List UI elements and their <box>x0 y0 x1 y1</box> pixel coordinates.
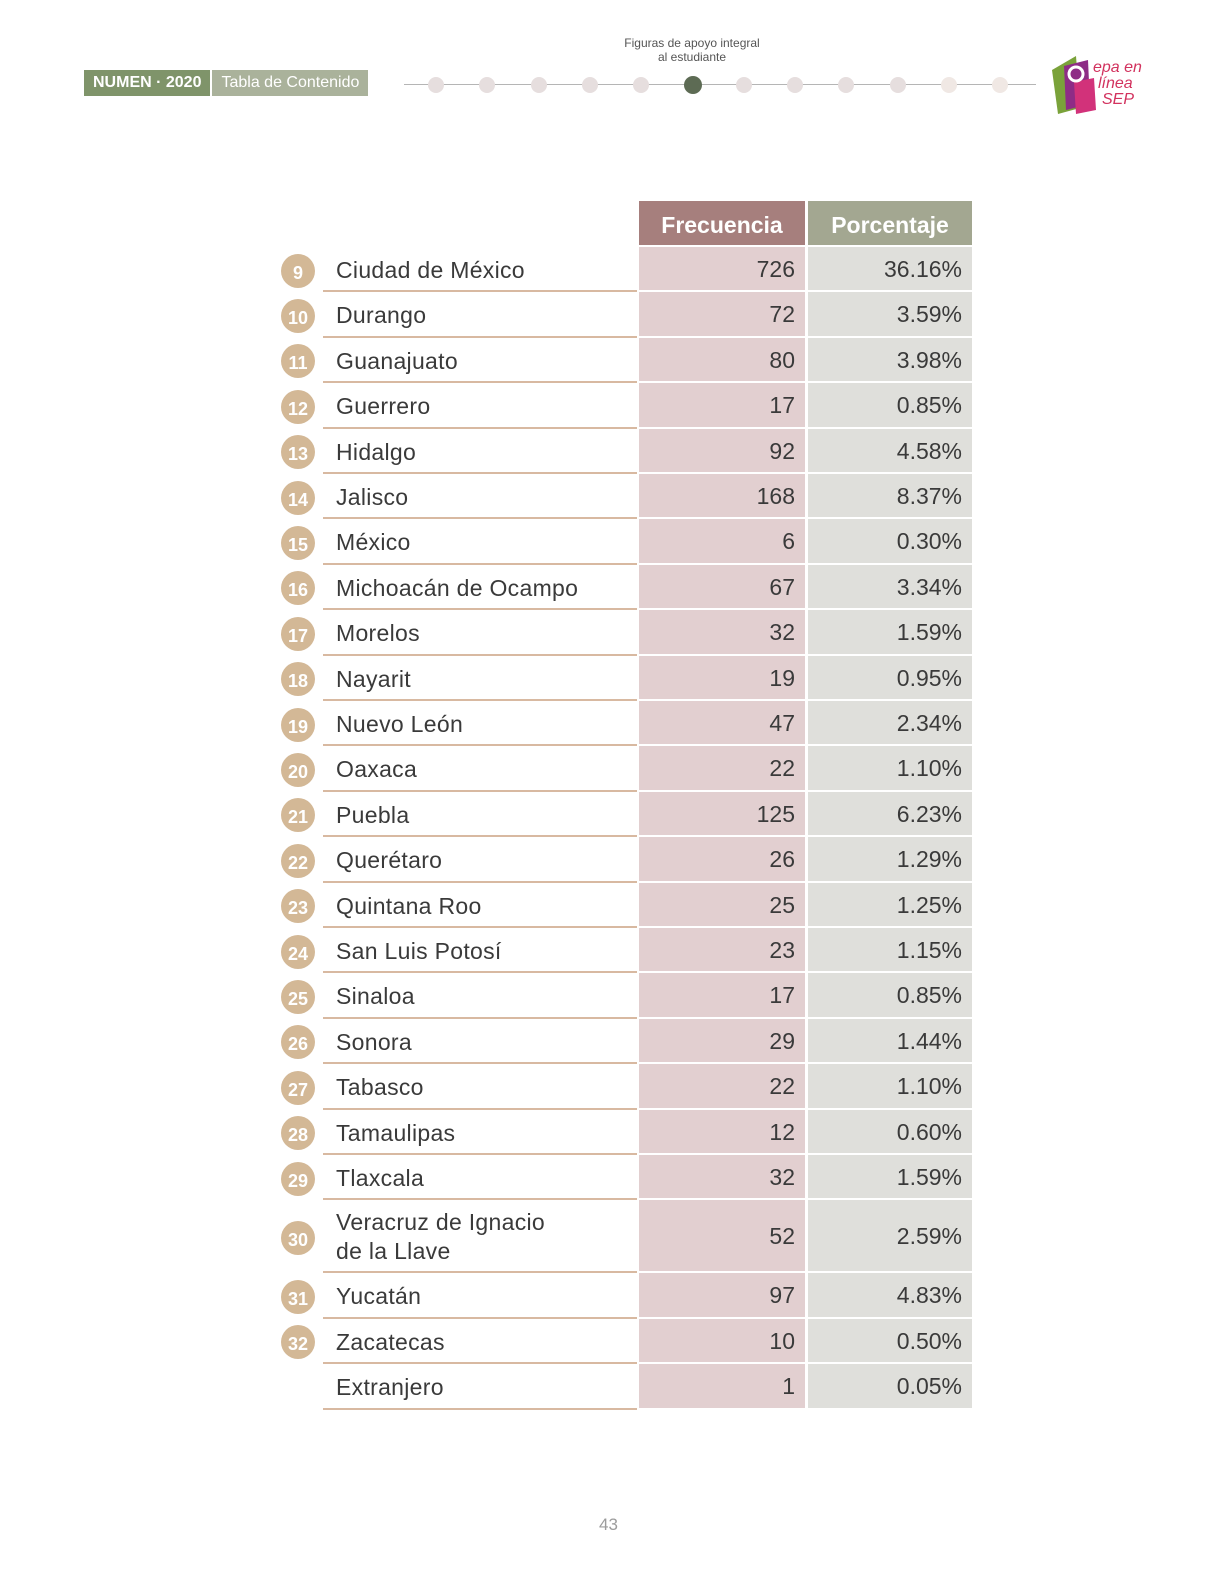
table-row <box>0 746 1224 791</box>
progress-dot[interactable] <box>787 77 803 93</box>
percentage-cell: 0.95% <box>808 656 972 699</box>
table-row <box>0 1319 1224 1364</box>
percentage-cell: 4.83% <box>808 1273 972 1316</box>
table-row <box>0 837 1224 882</box>
percentage-cell: 0.85% <box>808 383 972 426</box>
state-name-line: Guerrero <box>336 393 431 420</box>
progress-dot[interactable] <box>582 77 598 93</box>
frequency-cell: 47 <box>639 701 805 744</box>
row-number-badge: 32 <box>281 1325 315 1359</box>
progress-dot[interactable] <box>992 77 1008 93</box>
percentage-cell: 2.59% <box>808 1200 972 1271</box>
state-name-line: Oaxaca <box>336 756 418 783</box>
state-name-line: Guanajuato <box>336 347 458 374</box>
table-row <box>0 1364 1224 1409</box>
row-number-badge: 10 <box>281 299 315 333</box>
frequency-cell: 32 <box>639 1155 805 1198</box>
section-caption <box>592 36 792 64</box>
frequency-cell: 168 <box>639 474 805 517</box>
row-number-badge: 11 <box>281 344 315 378</box>
frequency-cell: 26 <box>639 837 805 880</box>
progress-dot[interactable] <box>531 77 547 93</box>
state-name-line: Hidalgo <box>336 438 417 465</box>
percentage-cell: 1.44% <box>808 1019 972 1062</box>
state-name-line: Tabasco <box>336 1074 424 1101</box>
table-row <box>0 973 1224 1018</box>
table-row <box>0 383 1224 428</box>
state-name-line: San Luis Potosí <box>336 938 502 964</box>
svg-text:epa en: epa en <box>1093 59 1142 76</box>
state-name-line: Morelos <box>336 620 420 647</box>
table-row <box>0 565 1224 610</box>
table-row <box>0 1110 1224 1155</box>
state-name <box>336 528 636 557</box>
percentage-cell: 3.98% <box>808 338 972 381</box>
state-name <box>336 846 636 875</box>
table-row <box>0 701 1224 746</box>
frequency-cell: 72 <box>639 292 805 335</box>
state-name <box>336 347 636 376</box>
state-name <box>336 301 636 330</box>
state-name-line: México <box>336 529 411 556</box>
page-number: 43 <box>599 1515 618 1534</box>
state-name <box>336 483 636 512</box>
row-number-badge: 22 <box>281 844 315 878</box>
progress-dot[interactable] <box>736 77 752 93</box>
state-name-line: Ciudad de México <box>336 257 525 283</box>
svg-text:SEP: SEP <box>1102 91 1135 108</box>
state-name <box>336 801 636 830</box>
percentage-cell: 6.23% <box>808 792 972 835</box>
frequency-cell: 125 <box>639 792 805 835</box>
row-number-badge: 28 <box>281 1116 315 1150</box>
percentage-cell: 1.25% <box>808 883 972 926</box>
column-header-frequency: Frecuencia <box>639 201 805 245</box>
row-number-badge: 23 <box>281 889 315 923</box>
state-name-line: Veracruz de Ignacio <box>336 1209 545 1236</box>
row-number-badge: 18 <box>281 662 315 696</box>
table-row <box>0 792 1224 837</box>
row-number-badge: 17 <box>281 617 315 651</box>
progress-dot[interactable] <box>838 77 854 93</box>
state-name <box>336 256 636 285</box>
section-caption-line2: al estudiante <box>657 50 727 64</box>
frequency-cell: 67 <box>639 565 805 608</box>
state-name <box>336 1328 636 1357</box>
state-name-line: Extranjero <box>336 1374 444 1401</box>
row-number-badge: 24 <box>281 935 315 969</box>
percentage-cell: 36.16% <box>808 247 972 290</box>
state-name <box>336 1164 636 1193</box>
state-name <box>336 1028 636 1057</box>
frequency-cell: 10 <box>639 1319 805 1362</box>
row-number-badge: 27 <box>281 1071 315 1105</box>
frequency-cell: 17 <box>639 973 805 1016</box>
frequency-cell: 80 <box>639 338 805 381</box>
row-number-badge: 30 <box>281 1221 315 1255</box>
frequency-cell: 25 <box>639 883 805 926</box>
column-header-percentage: Porcentaje <box>808 201 972 245</box>
table-row <box>0 519 1224 564</box>
state-name <box>336 710 636 739</box>
percentage-cell: 2.34% <box>808 701 972 744</box>
state-name-line: Sinaloa <box>336 983 415 1010</box>
table-row <box>0 1019 1224 1064</box>
percentage-cell: 1.29% <box>808 837 972 880</box>
table-row <box>0 656 1224 701</box>
state-name-line: Tlaxcala <box>336 1165 425 1191</box>
percentage-cell: 1.10% <box>808 746 972 789</box>
state-name-line: Quintana Roo <box>336 892 482 919</box>
table-row <box>0 1064 1224 1109</box>
state-name <box>336 937 636 966</box>
percentage-cell: 1.59% <box>808 610 972 653</box>
header-badge <box>84 70 368 96</box>
row-number-badge: 20 <box>281 753 315 787</box>
state-name <box>336 982 636 1011</box>
svg-text:línea: línea <box>1098 75 1133 92</box>
percentage-cell: 3.59% <box>808 292 972 335</box>
table-row <box>0 292 1224 337</box>
state-name-line: Tamaulipas <box>336 1119 456 1146</box>
row-number-badge: 14 <box>281 481 315 515</box>
table-row <box>0 1200 1224 1273</box>
state-name-line: Jalisco <box>336 484 409 510</box>
row-number-badge: 31 <box>281 1280 315 1314</box>
frequency-cell: 1 <box>639 1364 805 1407</box>
table-row <box>0 247 1224 292</box>
percentage-cell: 0.60% <box>808 1110 972 1153</box>
row-number-badge: 21 <box>281 798 315 832</box>
row-number-badge: 16 <box>281 571 315 605</box>
state-name <box>336 1373 636 1402</box>
state-name <box>336 574 636 603</box>
state-name-line: Michoacán de Ocampo <box>336 574 579 601</box>
row-number-badge: 19 <box>281 708 315 742</box>
row-number-badge: 15 <box>281 526 315 560</box>
state-name <box>336 665 636 694</box>
progress-dot[interactable] <box>428 77 444 93</box>
percentage-cell: 1.59% <box>808 1155 972 1198</box>
progress-dot[interactable] <box>941 77 957 93</box>
state-name <box>336 438 636 467</box>
state-name-line: Puebla <box>336 801 410 828</box>
table-row <box>0 338 1224 383</box>
state-name <box>336 892 636 921</box>
progress-dot[interactable] <box>633 77 649 93</box>
table-row <box>0 883 1224 928</box>
row-number-badge: 26 <box>281 1025 315 1059</box>
percentage-cell: 0.30% <box>808 519 972 562</box>
state-name <box>336 392 636 421</box>
percentage-cell: 0.85% <box>808 973 972 1016</box>
frequency-cell: 32 <box>639 610 805 653</box>
table-of-contents-link[interactable]: Tabla de Contenido <box>212 70 368 96</box>
row-number-badge: 13 <box>281 435 315 469</box>
state-name-line: Zacatecas <box>336 1328 445 1355</box>
progress-dot[interactable] <box>890 77 906 93</box>
frequency-cell: 726 <box>639 247 805 290</box>
frequency-cell: 23 <box>639 928 805 971</box>
progress-dot[interactable] <box>479 77 495 93</box>
frequency-cell: 22 <box>639 746 805 789</box>
state-name <box>336 1119 636 1148</box>
frequency-cell: 6 <box>639 519 805 562</box>
table-row <box>0 474 1224 519</box>
state-name-line: Sonora <box>336 1028 412 1055</box>
table-row <box>0 429 1224 474</box>
state-name <box>336 755 636 784</box>
state-name-line: Nayarit <box>336 665 411 692</box>
row-number-badge: 12 <box>281 390 315 424</box>
frequency-cell: 19 <box>639 656 805 699</box>
state-name-line: Nuevo León <box>336 711 464 737</box>
numen-year-label: NUMEN · 2020 <box>84 70 210 96</box>
percentage-cell: 3.34% <box>808 565 972 608</box>
percentage-cell: 1.10% <box>808 1064 972 1107</box>
row-number-badge: 25 <box>281 980 315 1014</box>
frequency-cell: 17 <box>639 383 805 426</box>
state-name <box>336 1282 636 1311</box>
table-row <box>0 1273 1224 1318</box>
state-name <box>336 1208 636 1266</box>
frequency-cell: 52 <box>639 1200 805 1271</box>
row-number-badge: 9 <box>281 254 315 288</box>
frequency-cell: 29 <box>639 1019 805 1062</box>
table-row <box>0 610 1224 655</box>
percentage-cell: 1.15% <box>808 928 972 971</box>
state-name-line: Yucatán <box>336 1283 422 1310</box>
state-name <box>336 1073 636 1102</box>
progress-dot[interactable] <box>684 76 702 94</box>
frequency-cell: 22 <box>639 1064 805 1107</box>
frequency-cell: 97 <box>639 1273 805 1316</box>
row-number-badge: 29 <box>281 1162 315 1196</box>
state-name-line: Querétaro <box>336 847 443 874</box>
frequency-cell: 92 <box>639 429 805 472</box>
table-row <box>0 928 1224 973</box>
percentage-cell: 4.58% <box>808 429 972 472</box>
table-row <box>0 1155 1224 1200</box>
state-name <box>336 619 636 648</box>
section-caption-line1: Figuras de apoyo integral <box>624 36 760 50</box>
prepa-en-linea-sep-logo-icon <box>1046 52 1142 118</box>
percentage-cell: 8.37% <box>808 474 972 517</box>
state-name-line: de la Llave <box>336 1238 451 1265</box>
row-divider <box>323 1408 637 1410</box>
percentage-cell: 0.50% <box>808 1319 972 1362</box>
state-name-line: Durango <box>336 302 427 329</box>
percentage-cell: 0.05% <box>808 1364 972 1407</box>
frequency-cell: 12 <box>639 1110 805 1153</box>
